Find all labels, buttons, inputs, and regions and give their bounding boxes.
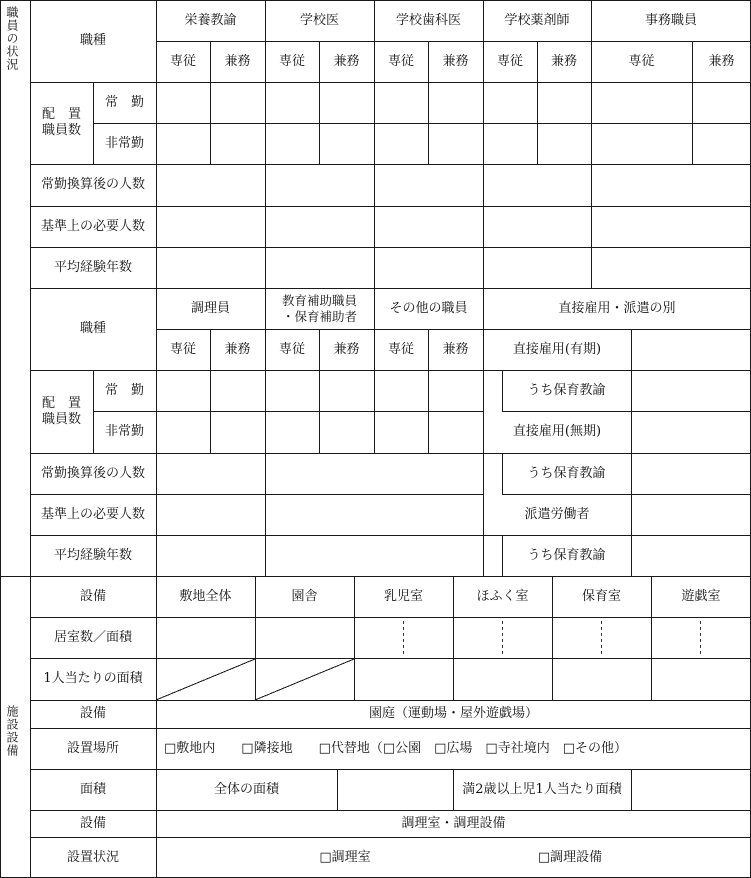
job-type-label: 職種 xyxy=(79,33,106,48)
equipment-label: 設備 xyxy=(79,815,106,831)
employment-type-header: 直接雇用・派遣の別 xyxy=(558,300,676,316)
status-label: 設置状況 xyxy=(66,849,119,865)
avg-years-label: 平均経験年数 xyxy=(53,547,132,563)
part-time-label: 非常勤 xyxy=(104,424,144,439)
room-crawling: ほふく室 xyxy=(476,588,529,604)
equipment-label: 設備 xyxy=(79,706,106,721)
equipment-label: 設備 xyxy=(79,588,106,604)
location-label: 設置場所 xyxy=(66,740,119,756)
required-label: 基準上の必要人数 xyxy=(40,218,145,234)
kitchen-equipment-checkbox[interactable]: □調理設備 xyxy=(537,849,603,865)
staff-section-label: 職員の状況 xyxy=(5,6,19,71)
concurrent-header: 兼務 xyxy=(224,53,251,69)
direct-open-label: 直接雇用(無期) xyxy=(512,424,602,439)
full-time-header: 専従 xyxy=(278,53,305,69)
kitchen-room-checkbox[interactable]: □調理室 xyxy=(319,849,371,865)
full-time-header: 専従 xyxy=(169,53,196,69)
per-child-area-label: 満2歳以上児1人当たり面積 xyxy=(462,781,622,797)
full-time-header: 専従 xyxy=(387,341,414,357)
full-time-header: 専従 xyxy=(278,341,305,357)
room-nursery: 保育室 xyxy=(581,588,621,604)
role-nutrition-teacher: 栄養教諭 xyxy=(184,12,237,28)
concurrent-header: 兼務 xyxy=(708,53,735,69)
placement-label: 配 置 職員数 xyxy=(41,395,81,427)
kitchen-header: 調理室・調理設備 xyxy=(401,815,506,831)
full-time-header: 専従 xyxy=(628,53,655,69)
placement-label: 配 置 職員数 xyxy=(41,107,81,138)
concurrent-header: 兼務 xyxy=(550,53,577,69)
per-person-area-label: 1人当たりの面積 xyxy=(43,671,143,686)
full-time-header: 専従 xyxy=(169,341,196,357)
total-area-label: 全体の面積 xyxy=(213,781,279,797)
concurrent-header: 兼務 xyxy=(442,341,469,357)
full-time-header: 専従 xyxy=(387,53,414,69)
room-playroom: 遊戯室 xyxy=(681,588,721,604)
fte-label: 常勤換算後の人数 xyxy=(40,177,145,192)
concurrent-header: 兼務 xyxy=(333,53,360,69)
role-office-staff: 事務職員 xyxy=(644,12,697,28)
job-type-label: 職種 xyxy=(79,321,106,336)
room-site-total: 敷地全体 xyxy=(179,588,232,604)
role-school-doctor: 学校医 xyxy=(299,12,339,28)
required-label: 基準上の必要人数 xyxy=(40,506,145,522)
area-label: 面積 xyxy=(79,781,106,797)
dispatch-label: 派遣労働者 xyxy=(524,506,590,522)
role-school-dentist: 学校歯科医 xyxy=(395,12,461,28)
avg-years-label: 平均経験年数 xyxy=(53,259,132,275)
garden-header: 園庭（運動場・屋外遊戯場） xyxy=(368,706,538,721)
of-which-nursery-label: うち保育教諭 xyxy=(527,382,606,398)
role-cook: 調理員 xyxy=(190,300,230,316)
count-area-label: 居室数／面積 xyxy=(53,629,132,645)
facility-section-label: 施設設備 xyxy=(5,705,19,757)
fte-label: 常勤換算後の人数 xyxy=(40,465,145,481)
role-education-assistant: 教育補助職員 ・保育補助者 xyxy=(281,292,357,324)
room-building: 園舎 xyxy=(291,588,318,604)
location-options: □敷地内 □隣接地 □代替地（□公園 □広場 □寺社境内 □その他） xyxy=(164,740,627,756)
full-time-header: 専従 xyxy=(496,53,523,69)
regular-label: 常 勤 xyxy=(104,382,144,398)
concurrent-header: 兼務 xyxy=(333,341,360,357)
of-which-nursery-label: うち保育教諭 xyxy=(527,547,606,563)
direct-fixed-label: 直接雇用(有期) xyxy=(512,341,602,357)
part-time-label: 非常勤 xyxy=(104,135,144,151)
concurrent-header: 兼務 xyxy=(442,53,469,69)
role-school-pharmacist: 学校薬剤師 xyxy=(504,12,570,28)
room-infant: 乳児室 xyxy=(383,588,423,604)
role-other-staff: その他の職員 xyxy=(389,300,468,316)
regular-label: 常 勤 xyxy=(104,94,144,110)
of-which-nursery-label: うち保育教諭 xyxy=(527,465,606,481)
concurrent-header: 兼務 xyxy=(224,341,251,357)
